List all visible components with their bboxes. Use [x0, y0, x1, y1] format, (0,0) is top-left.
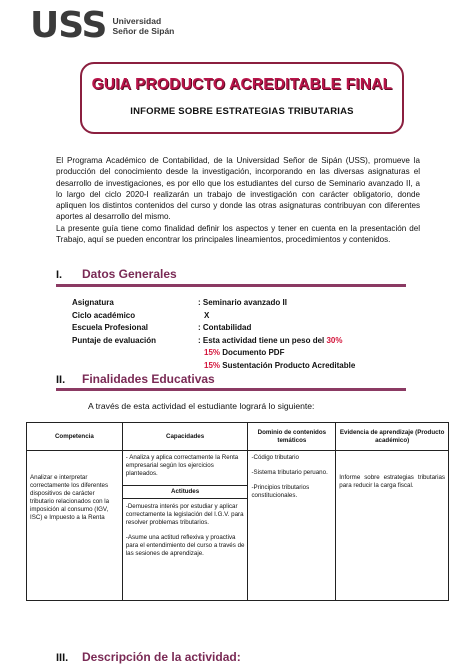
general-data [72, 297, 355, 372]
data-row-ciclo: Ciclo académico X [72, 310, 210, 320]
data-row-escuela: Escuela Profesional : Contabilidad [72, 323, 252, 332]
logo-text [112, 16, 174, 36]
section-title: Finalidades Educativas [82, 372, 215, 386]
table-header-row [27, 423, 449, 451]
cell-evidencia: Informe sobre estrategias tributarias para reducir la carga fiscal. [336, 451, 449, 601]
university-logo [30, 5, 175, 46]
section-heading-2 [56, 372, 406, 386]
logo-line-2: Señor de Sipán [112, 26, 175, 36]
intro-paragraph-2: La presente guía tiene como finalidad definir los aspectos y tener en cuenta en la presentación del Trabajo, aquí se pueden encontrar los principales lineamientos, procedimientos y contenidos. [56, 223, 420, 245]
cell-capacidades: - Analiza y aplica correctamente la Renta empresarial según los ejercicios planteados. Actitudes -Demuestra interés por estudiar y aplicar correctamente la legislación del I.G.V. para resolver problemas tributarios. -Asume una actitud reflexiva y proactiva para el entendimiento del curso a través de las sesiones de aprendizaje. [122, 451, 248, 601]
section-heading-3 [56, 650, 406, 664]
lead-text: A través de esta actividad el estudiante logrará lo siguiente: [88, 401, 315, 411]
data-row-documento: 15% Documento PDF [204, 348, 285, 357]
section-rule [56, 388, 406, 391]
logo-line-1: Universidad [112, 16, 162, 26]
weight-percent: 30% [326, 335, 343, 345]
header-competencia: Competencia [27, 423, 123, 451]
header-evidencia: Evidencia de aprendizaje (Producto académico) [336, 423, 449, 451]
logo-mark: USS [30, 5, 107, 46]
intro-paragraph-1: El Programa Académico de Contabilidad, de la Universidad Señor de Sipán (USS), promueve la producción del conocimiento desde la investigación, incorporando en las diversas asignaturas el desarrollo de investigaciones, es por ello que los estudiantes del curso de Seminario avanzado II, a lo largo del ciclo 2020-I realizarán un trabajo de investigación con carácter obligatorio, donde apliquen los distintos contenidos del curso y donde las otras asignaturas contribuyan con diferentes aportes al desarrollo del mismo. [56, 156, 420, 222]
section-number: I. [56, 269, 63, 281]
header-dominio: Dominio de contenidos temáticos [248, 423, 336, 451]
intro-text [56, 155, 420, 245]
document-title: GUIA PRODUCTO ACREDITABLE FINAL [91, 76, 393, 93]
data-row-asignatura: Asignatura : Seminario avanzado II [72, 298, 287, 307]
data-row-sustentacion: 15% Sustentación Producto Acreditable [204, 360, 356, 370]
cell-competencia: Analizar e interpretar correctamente los diferentes dispositivos de carácter tributario relacionados con la imposición al consumo (IGV, ISC) e Impuesto a la Renta [27, 451, 123, 601]
section-number: III. [56, 652, 69, 664]
section-title: Descripción de la actividad: [82, 650, 241, 664]
section-title: Datos Generales [82, 267, 177, 281]
section-rule [56, 284, 406, 287]
data-row-puntaje: Puntaje de evaluación : Esta actividad tiene un peso del 30% [72, 335, 343, 345]
header-capacidades: Capacidades [122, 423, 248, 451]
competency-table [26, 422, 449, 601]
title-box [80, 62, 404, 134]
table-row [27, 451, 449, 601]
actitudes-title: Actitudes [123, 485, 248, 499]
document-subtitle: INFORME SOBRE ESTRATEGIAS TRIBUTARIAS [130, 106, 354, 117]
section-number: II. [56, 374, 66, 386]
cell-dominio: -Código tributario -Sistema tributario peruano. -Principios tributarios constitucionales. [248, 451, 336, 601]
section-heading-1 [56, 267, 406, 281]
